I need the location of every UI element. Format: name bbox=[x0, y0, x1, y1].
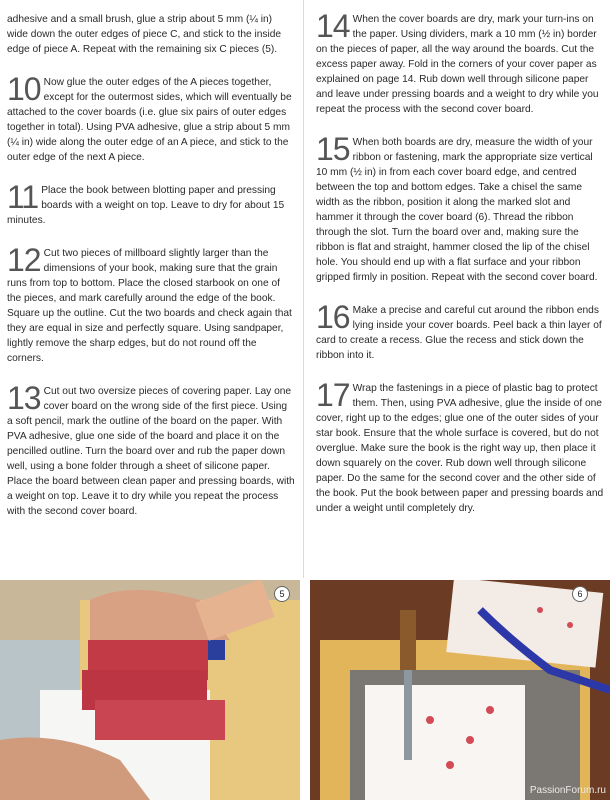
step-13 bbox=[7, 380, 295, 519]
step-number: 17 bbox=[316, 377, 350, 413]
step-text: Place the book between blotting paper and pressing boards with a weight on top. Leave to dry for about 15 minutes. bbox=[7, 185, 285, 226]
step-11 bbox=[7, 179, 295, 228]
step-number: 12 bbox=[7, 242, 41, 278]
step-text: Cut out two oversize pieces of covering paper. Lay one cover board on the wrong side of the first piece. Using a soft pencil, mark the outline of the board on the paper. With PVA adhesive, glue one side of the board and place it on the pencilled outline. Turn the board over and rub the paper down well, using a bone folder through a sheet of silicone paper. Place the board between clean paper and pressing boards, with a weight on top. Leave it to dry while you repeat the process with the second cover board. bbox=[7, 386, 295, 517]
step-number: 16 bbox=[316, 299, 350, 335]
photo-chisel-illustration bbox=[310, 580, 610, 800]
step-17 bbox=[316, 377, 604, 516]
step-number: 15 bbox=[316, 131, 350, 167]
step-9-continued bbox=[7, 12, 295, 57]
step-12 bbox=[7, 242, 295, 366]
step-16 bbox=[316, 299, 604, 363]
right-column bbox=[316, 8, 604, 516]
step-text: adhesive and a small brush, glue a strip about 5 mm (¼ in) wide down the outer edges of piece C, and stick to the inside edge of piece A. Repeat with the remaining six C pieces (5). bbox=[7, 14, 282, 55]
step-text: When the cover boards are dry, mark your turn-ins on the paper. Using dividers, mark a 10 mm (½ in) border on the pieces of paper, all the way around the boards. Cut the excess paper away. Fold in the corners of your cover paper as explained on page 14. Rub down well through silicone paper and leave under pressing boards and a weight to dry while you repeat the process with the second cover board. bbox=[316, 14, 599, 115]
step-number: 11 bbox=[7, 179, 39, 215]
step-text: When both boards are dry, measure the width of your ribbon or fastening, mark the appropriate size vertical 10 mm (½ in) in from each cover board edge, and centred between the top and bottom edges. Take a chisel the same width as the ribbon, position it along the marked slot and hammer it through the cover board (6). Thread the ribbon through the slot. Turn the board over and, making sure the ribbon is flat and straight, hammer closed the lip of the chisel hole. You should end up with a flat surface and your ribbon gripped firmly in position. Repeat with the second cover board. bbox=[316, 137, 598, 283]
step-text: Make a precise and careful cut around the ribbon ends lying inside your cover boards. Peel back a thin layer of card to create a recess. Glue the recess and stick down the ribbon into it. bbox=[316, 305, 602, 361]
step-15 bbox=[316, 131, 604, 285]
step-number: 14 bbox=[316, 8, 350, 44]
step-number: 10 bbox=[7, 71, 41, 107]
photo-chisel-ribbon bbox=[310, 580, 610, 800]
step-14 bbox=[316, 8, 604, 117]
left-column bbox=[7, 12, 295, 519]
step-number: 13 bbox=[7, 380, 41, 416]
step-text: Cut two pieces of millboard slightly larger than the dimensions of your book, making sure that the grain runs from top to bottom. Place the closed starbook on one of the pieces, and mark carefully around the edge of the book. Square up the outline. Cut the two boards and check again that they are equal in size and perfectly square. Using sandpaper, lightly remove the sharp edges, but do not round off the corners. bbox=[7, 248, 292, 364]
photo-gluing-illustration bbox=[0, 580, 300, 800]
step-text: Now glue the outer edges of the A pieces together, except for the outermost sides, which will eventually be attached to the cover boards (i.e. glue six pairs of outer edges together in total). Using PVA adhesive, glue a strip about 5 mm (¼ in) wide along the outer edge of an A piece, and stick to the outer edge of the next A piece. bbox=[7, 77, 292, 163]
figure-number-badge: 5 bbox=[274, 586, 290, 602]
step-text: Wrap the fastenings in a piece of plastic bag to protect them. Then, using PVA adhesive, glue the inside of one cover, right up to the edges; glue one of the outer sides of your star book. Ensure that the whole surface is covered, but do not overglue. Make sure the book is the right way up, then place it down squarely on the cover. Rub down well through silicone paper. Do the same for the second cover and the other side of the book. Put the book between paper and pressing boards and under a weight until completely dry. bbox=[316, 383, 604, 514]
photo-gluing-star-book bbox=[0, 580, 300, 800]
figure-number-badge: 6 bbox=[572, 586, 588, 602]
step-10 bbox=[7, 71, 295, 165]
column-divider bbox=[303, 0, 304, 578]
watermark-text: PassionForum.ru bbox=[529, 785, 606, 796]
